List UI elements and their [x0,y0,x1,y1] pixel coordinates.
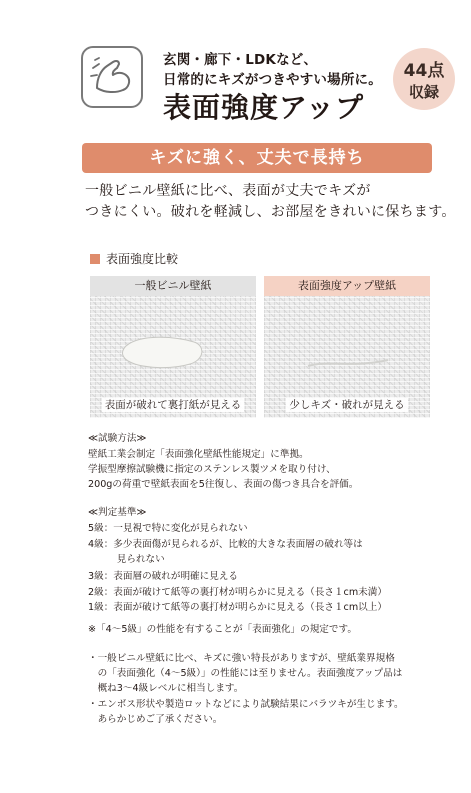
photo-standard-wallpaper [90,296,256,418]
test-method-line: 壁紙工業会制定「表面強化壁紙性能規定」に準拠。 [88,449,309,460]
test-method-heading: ≪試験方法≫ [88,433,147,444]
criteria-line: 5級：一見視で特に変化が見られない [88,523,248,534]
flexed-arm-icon [83,48,141,106]
criteria-note: ※「4～5級」の性能を有することが「表面強化」の規定です。 [88,624,357,635]
test-method-line: 200gの荷重で壁紙表面を5往復し、表面の傷つき具合を評価。 [88,479,359,490]
subtitle-line-2: 日常的にキズがつきやすい場所に。 [163,72,382,88]
criteria-line: 2級：表面が破けて紙等の裏打材が明らかに見える（長さ１cm未満） [88,587,387,598]
badge-count: 44点 [403,61,445,81]
note-line: あらかじめご了承ください。 [88,714,223,725]
feature-banner: キズに強く、丈夫で長持ち [82,143,432,173]
column-label-enhanced: 表面強度アップ壁紙 [264,276,430,296]
criteria-line: 見られない [88,554,165,565]
page-title: 表面強度アップ [163,91,365,124]
note-line: ・一般ビニル壁紙に比べ、キズに強い特長がありますが、壁紙業界規格 [88,653,395,664]
tear-damage-icon [120,332,210,374]
square-bullet-icon [90,254,100,264]
scratch-mark-icon [304,354,394,374]
column-label-standard: 一般ビニル壁紙 [90,276,256,296]
criteria-line: 4級：多少表面傷が見られるが、比較的大きな表面層の破れ等は [88,539,363,550]
criteria-line: 1級：表面が破けて紙等の裏打材が明らかに見える（長さ１cm以上） [88,602,387,613]
badge-label: 収録 [408,83,439,101]
comparison-heading-text: 表面強度比較 [106,252,179,266]
count-badge [393,48,455,110]
test-method-line: 学振型摩擦試験機に指定のステンレス製ツメを取り付け、 [88,464,336,475]
criteria-line: 3級：表面層の破れが明確に見える [88,571,239,582]
caption-standard: 表面が破れて裏打紙が見える [90,397,256,412]
note-line: 概ね3～4級レベルに相当します。 [88,683,244,694]
criteria-heading: ≪判定基準≫ [88,507,147,518]
flexed-arm-icon-frame [81,46,143,108]
lead-text-line-1: 一般ビニル壁紙に比べ、表面が丈夫でキズが [85,183,371,199]
note-line: ・エンボス形状や製造ロットなどにより試験結果にバラツキが生じます。 [88,699,404,710]
comparison-heading [90,250,178,267]
note-line: の「表面強化（4～5級）」の性能には至りません。表面強度アップ品は [88,668,403,679]
subtitle-line-1: 玄関・廊下・LDKなど、 [163,52,318,68]
lead-text-line-2: つきにくい。破れを軽減し、お部屋をきれいに保ちます。 [85,204,456,220]
caption-enhanced: 少しキズ・破れが見える [264,397,430,412]
photo-enhanced-wallpaper [264,296,430,418]
